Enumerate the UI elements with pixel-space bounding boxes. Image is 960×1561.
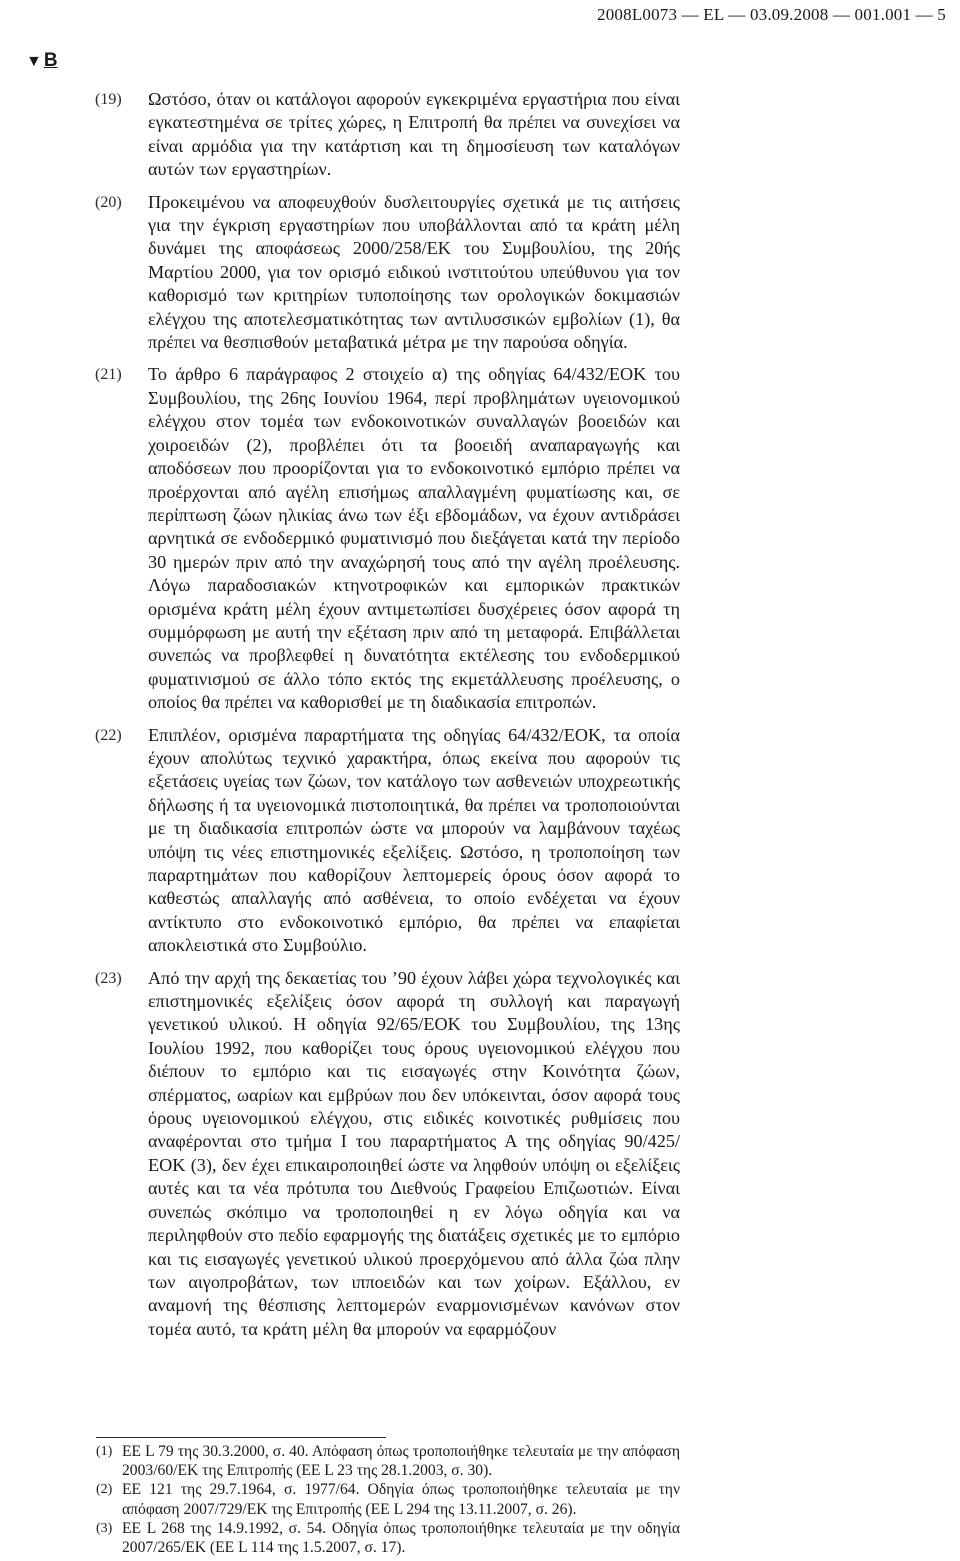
footnote-2	[0, 1480, 960, 1518]
footnote-text: ΕΕ 121 της 29.7.1964, σ. 1977/64. Οδηγία όπως τροποποιήθηκε τελευταία με την απόφαση 2007/729/ΕΚ της Επιτροπής (ΕΕ L 294 της 13.11.2007, σ. 26).	[122, 1481, 680, 1518]
amendment-code: B	[43, 50, 58, 71]
recital-22	[0, 724, 960, 958]
recital-number: (19)	[95, 91, 122, 108]
recital-text: Επιπλέον, ορισμένα παραρτήματα της οδηγίας 64/432/ΕΟΚ, τα οποία έχουν απολύτως τεχνικό χαρακτήρα, όπως εκείνα που αφορούν τις εξετάσεις υγείας των ζώων, τον κατάλογο των ασθενειών υποχρεωτικής δήλωσης ή τα υγειονομικά πιστοποιητικά, θα πρέπει να τροποποιούνται με τη διαδικασία επιτροπών ώστε να μπορούν να λαμβάνουν ταχέως υπόψη τις νέες επιστημονικές εξελίξεις. Ωστόσο, η τροποποίηση των παραρτημάτων που καθορίζουν λεπτομερείς όρους όσον αφορά το καθεστώς απαλλαγής από ασθένεια, το οποίο ενδέχεται να έχουν αντίκτυπο στο ενδοκοινοτικό εμπόριο, θα πρέπει να επαφίεται αποκλειστικά στο Συμβούλιο.	[148, 724, 680, 956]
footnotes-list	[0, 1442, 960, 1557]
recital-text: Το άρθρο 6 παράγραφος 2 στοιχείο α) της οδηγίας 64/432/ΕΟΚ του Συμβουλίου, της 26ης Ιουνίου 1964, περί προβλημάτων υγειονομικού ελέγχου στον τομέα των ενδοκοινοτικών συναλλαγών βοοειδών και χοιροειδών (2), προβλέπει ότι τα βοοειδή αναπαραγωγής και αποδόσεων που προορίζονται για το ενδοκοινοτικό εμπόριο πρέπει να προέρχονται από αγέλη επισήμως απαλλαγμένη φυματίωσης και, σε περίπτωση ζώων ηλικίας άνω των έξι εβδομάδων, να έχουν αντιδράσει αρνητικά σε ενδοδερμικό φυματινισμό που διεξάγεται κατά την περίοδο 30 ημερών πριν από την αναχώρησή τους από την αγέλη προέλευσης. Λόγω παραδοσιακών κτηνοτροφικών και εμπορικών πρακτικών ορισμένα κράτη μέλη έχουν αντιμετωπίσει δυσχέρειες όσον αφορά τη συμμόρφωση με αυτή την εξέταση πριν από τη μεταφορά. Επιβάλλεται συνεπώς να προβλεφθεί η δυνατότητα εκτέλεσης του ενδοδερμικού φυματινισμού σε άλλο τόπο εκτός της εκμετάλλευσης προέλευσης, ο οποίος θα πρέπει να καθορισθεί με τη διαδικασία επιτροπών.	[148, 364, 680, 713]
footnote-number: (3)	[96, 1520, 113, 1536]
recital-21	[0, 363, 960, 714]
recital-19	[0, 88, 960, 182]
recitals-list	[0, 88, 960, 1350]
footnote-text: ΕΕ L 79 της 30.3.2000, σ. 40. Απόφαση όπως τροποποιήθηκε τελευταία με την απόφαση 2003/60/ΕΚ της Επιτροπής (ΕΕ L 23 της 28.1.2003, σ. 30).	[122, 1443, 680, 1480]
footnote-text: ΕΕ L 268 της 14.9.1992, σ. 54. Οδηγία όπως τροποποιήθηκε τελευταία με την οδηγία 2007/265/ΕΚ (ΕΕ L 114 της 1.5.2007, σ. 17).	[122, 1519, 680, 1557]
recital-20	[0, 191, 960, 355]
footnote-number: (1)	[96, 1444, 113, 1459]
triangle-down-icon: ▼	[26, 53, 42, 70]
footnote-number: (2)	[96, 1482, 113, 1498]
footnote-separator	[96, 1437, 386, 1438]
recital-23	[0, 967, 960, 1342]
header-reference: 2008L0073 — EL — 03.09.2008 — 001.001 — 5	[597, 5, 946, 24]
footnote-1	[0, 1442, 960, 1480]
recital-number: (23)	[95, 969, 122, 987]
amendment-marker	[26, 50, 58, 73]
recital-text: Από την αρχή της δεκαετίας του ’90 έχουν λάβει χώρα τεχνολογικές και επιστημονικές εξελίξεις όσον αφορά τη συλλογή και παραγωγή γενετικού υλικού. Η οδηγία 92/65/ΕΟΚ του Συμβουλίου, της 13ης Ιουλίου 1992, που καθορίζει τους όρους υγειονομικού ελέγχου που διέπουν το εμπόριο και τις εισαγωγές στην Κοινότητα ζώων, σπέρματος, ωαρίων και εμβρύων που δεν υπόκεινται, όσον αφορά τους όρους υγειονομικού ελέγχου, στις ειδικές κοινοτικές ρυθμίσεις που αναφέρονται στο τμήμα Ι του παραρτήματος Α της οδηγίας 90/425/ΕΟΚ (3), δεν έχει επικαιροποιηθεί ώστε να ληφθούν υπόψη οι εξελίξεις αυτές και τα νέα πρότυπα του Διεθνούς Γραφείου Επιζωοτιών. Είναι συνεπώς σκόπιμο να τροποποιηθεί η εν λόγω οδηγία και να περιληφθούν στο πεδίο εφαρμογής της διατάξεις σχετικές με το εμπόριο και τις εισαγωγές γενετικού υλικού προερχόμενου από άλλα ζώα πλην των αιγοπροβάτων, των ιπποειδών και των χοίρων. Εξάλλου, εν αναμονή της θέσπισης λεπτομερών εναρμονισμένων κανόνων στον τομέα αυτό, τα κράτη μέλη θα μπορούν να εφαρμόζουν	[148, 967, 680, 1339]
footnote-3	[0, 1519, 960, 1557]
recital-number: (21)	[95, 366, 122, 384]
recital-text: Ωστόσο, όταν οι κατάλογοι αφορούν εγκεκριμένα εργαστήρια που είναι εγκατεστημένα σε τρίτες χώρες, η Επιτροπή θα πρέπει να συνεχίσει να είναι αρμόδια για την κατάρτιση και τη δημοσίευση των καταλόγων αυτών των εργαστηρίων.	[148, 89, 680, 180]
recital-text: Προκειμένου να αποφευχθούν δυσλειτουργίες σχετικά με τις αιτήσεις για την έγκριση εργαστηρίων που υποβάλλονται από τα κράτη μέλη δυνάμει της αποφάσεως 2000/258/ΕΚ του Συμβουλίου, της 20ής Μαρτίου 2000, για τον ορισμό ειδικού ινστιτούτου υπεύθυνου για τον καθορισμό των κριτηρίων τυποποίησης των ορολογικών δοκιμασιών ελέγχου της αποτελεσματικότητας των αντιλυσσικών εμβολίων (1), θα πρέπει να θεσπισθούν μεταβατικά μέτρα με την παρούσα οδηγία.	[148, 191, 680, 353]
recital-number: (22)	[95, 726, 122, 744]
document-header	[0, 0, 946, 30]
recital-number: (20)	[95, 193, 122, 211]
